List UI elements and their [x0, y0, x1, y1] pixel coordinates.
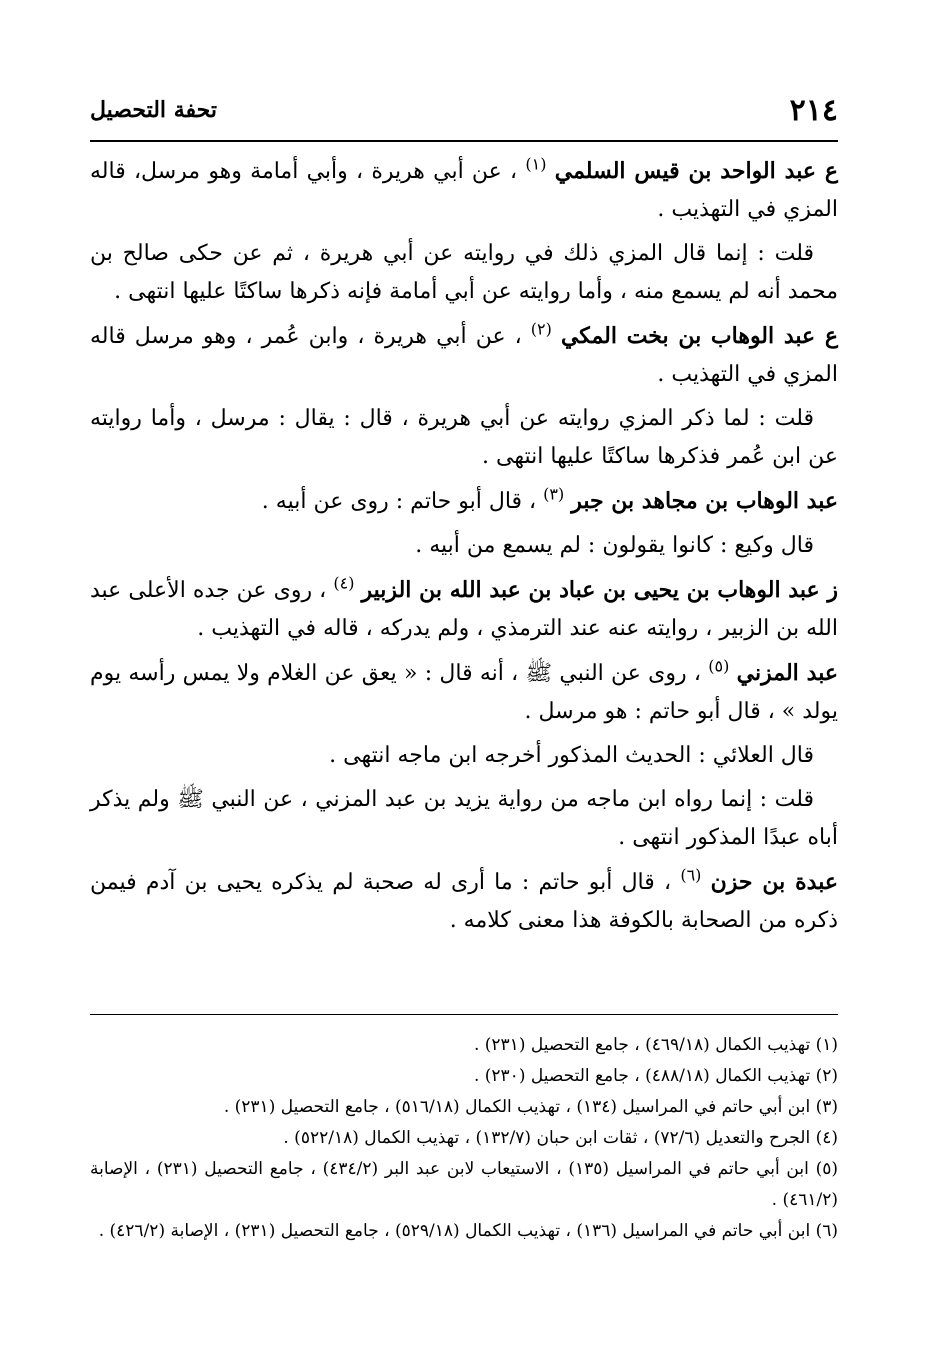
commentary: قلت : إنما قال المزي ذلك في روايته عن أبي هريرة ، ثم عن حكى صالح بن محمد أنه لم يسمع منه ، وأما روايته عن أبي أمامة فإنه ذكرها ساكتًا عليها انتهى .	[90, 241, 838, 304]
main-text	[90, 152, 838, 946]
entry-abd-al-wahhab-bukht	[90, 317, 838, 394]
footnote-ref: (٢)	[530, 319, 552, 339]
running-title: تحفة التحصيل	[90, 97, 217, 123]
entry-abd-al-wahhab-mujahid	[90, 482, 838, 521]
footnote: (٣) ابن أبي حاتم في المراسيل (١٣٤) ، تهذيب الكمال (٥١٦/١٨) ، جامع التحصيل (٢٣١) .	[223, 1097, 838, 1117]
entry-heading: ع عبد الوهاب بن بخت المكي	[560, 323, 839, 349]
entry-text: ، روى عن جده الأعلى عبد الله بن الزبير ، روايته عنه عند الترمذي ، ولم يدركه ، قاله في التهذيب .	[90, 578, 838, 641]
entry-heading: عبد الوهاب بن مجاهد بن جبر	[571, 488, 838, 514]
footnote-ref: (١)	[525, 154, 547, 174]
entry-text: ، روى عن النبي ﷺ ، أنه قال : « يعق عن الغلام ولا يمس رأسه يوم يولد » ، قال أبو حاتم : هو مرسل .	[90, 661, 838, 724]
entry-abd-al-wahid	[90, 152, 838, 229]
footnote: (٦) ابن أبي حاتم في المراسيل (١٣٦) ، تهذيب الكمال (٥٢٩/١٨) ، جامع التحصيل (٢٣١) ، الإصابة (٤٢٦/٢) .	[98, 1221, 838, 1241]
entry-text: ، عن أبي هريرة ، وأبي أمامة وهو مرسل، قاله المزي في التهذيب .	[90, 159, 838, 222]
footnote-ref: (٦)	[680, 865, 702, 885]
entry-heading: ز عبد الوهاب بن يحيى بن عباد بن عبد الله بن الزبير	[361, 577, 838, 603]
commentary: قال وكيع : كانوا يقولون : لم يسمع من أبيه .	[415, 533, 814, 558]
commentary: قلت : إنما رواه ابن ماجه من رواية يزيد بن عبد المزني ، عن النبي ﷺ ولم يذكر أباه عبدًا المذكور انتهى .	[90, 787, 838, 850]
entry-heading: ع عبد الواحد بن قيس السلمي	[554, 158, 838, 184]
footnote: (١) تهذيب الكمال (٤٦٩/١٨) ، جامع التحصيل (٢٣١) .	[473, 1035, 838, 1055]
commentary: قلت : لما ذكر المزي روايته عن أبي هريرة ، قال : يقال : مرسل ، وأما روايته عن ابن عُمر فذكرها ساكتًا عليها انتهى .	[90, 406, 838, 469]
entry-abd-al-wahhab-yahya	[90, 571, 838, 648]
entry-text: ، قال أبو حاتم : روى عن أبيه .	[261, 489, 537, 514]
footnote: (٢) تهذيب الكمال (٤٨٨/١٨) ، جامع التحصيل (٢٣٠) .	[473, 1066, 838, 1086]
footnote: (٤) الجرح والتعديل (٧٢/٦) ، ثقات ابن حبان (١٣٢/٧) ، تهذيب الكمال (٥٢٢/١٨) .	[283, 1128, 838, 1148]
entry-abda-ibn-hazn	[90, 863, 838, 940]
footnote: (٥) ابن أبي حاتم في المراسيل (١٣٥) ، الاستيعاب لابن عبد البر (٤٣٤/٢) ، جامع التحصيل (٢٣١) ، الإصابة (٤٦١/٢) .	[90, 1159, 838, 1210]
footnotes	[90, 1030, 838, 1247]
page-number: ٢١٤	[789, 92, 838, 128]
entry-heading: عبدة بن حزن	[710, 869, 838, 895]
entry-text: ، عن أبي هريرة ، وابن عُمر ، وهو مرسل قاله المزي في التهذيب .	[90, 324, 838, 387]
footnote-ref: (٤)	[333, 573, 355, 593]
entry-heading: عبد المزني	[736, 660, 838, 686]
commentary: قال العلائي : الحديث المذكور أخرجه ابن ماجه انتهى .	[329, 743, 814, 768]
entry-text: ، قال أبو حاتم : ما أرى له صحبة لم يذكره يحيى بن آدم فيمن ذكره من الصحابة بالكوفة هذا معنى كلامه .	[90, 870, 838, 933]
footnote-ref: (٥)	[708, 656, 730, 676]
entry-abd-al-muzani	[90, 654, 838, 731]
page-header	[90, 80, 838, 142]
footnote-separator	[90, 1014, 838, 1015]
footnote-ref: (٣)	[543, 484, 565, 504]
